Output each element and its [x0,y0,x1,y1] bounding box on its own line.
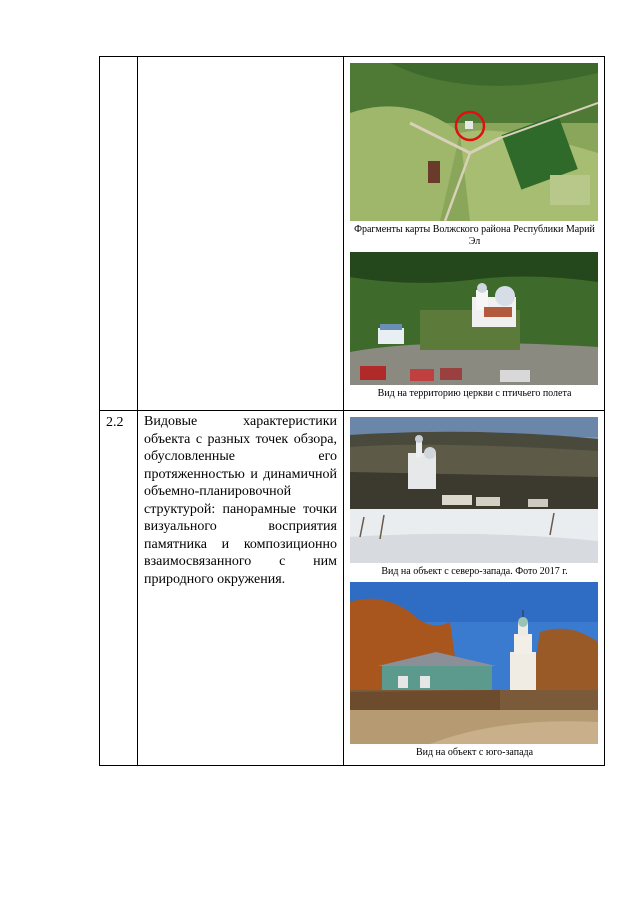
document-table [99,56,605,766]
row-number [100,57,138,411]
autumn-church-photo [350,582,598,744]
row-description [138,57,344,411]
winter-church-photo [350,417,598,563]
table-row [100,57,605,411]
image-caption: Фрагменты карты Волжского района Республики Марий Эл [354,224,595,247]
image-caption: Вид на объект с северо-запада. Фото 2017 г. [381,566,568,577]
image-cell [344,57,605,411]
row-description: Видовые характеристики объекта с разных точек обзора, обусловленные его протяженностью и динамичной объемно-планировочной структурой: панорамные точки визуального восприятия памятника и композиционно взаимосвязанного с ним природного окружения. [138,411,344,766]
table-row [100,411,605,766]
aerial-church-photo [350,252,598,385]
satellite-map-image [350,63,598,221]
image-caption: Вид на объект с юго-запада [415,747,534,758]
image-caption: Вид на территорию церкви с птичьего полета [377,388,572,399]
image-cell [344,411,605,766]
row-number: 2.2 [100,411,138,766]
